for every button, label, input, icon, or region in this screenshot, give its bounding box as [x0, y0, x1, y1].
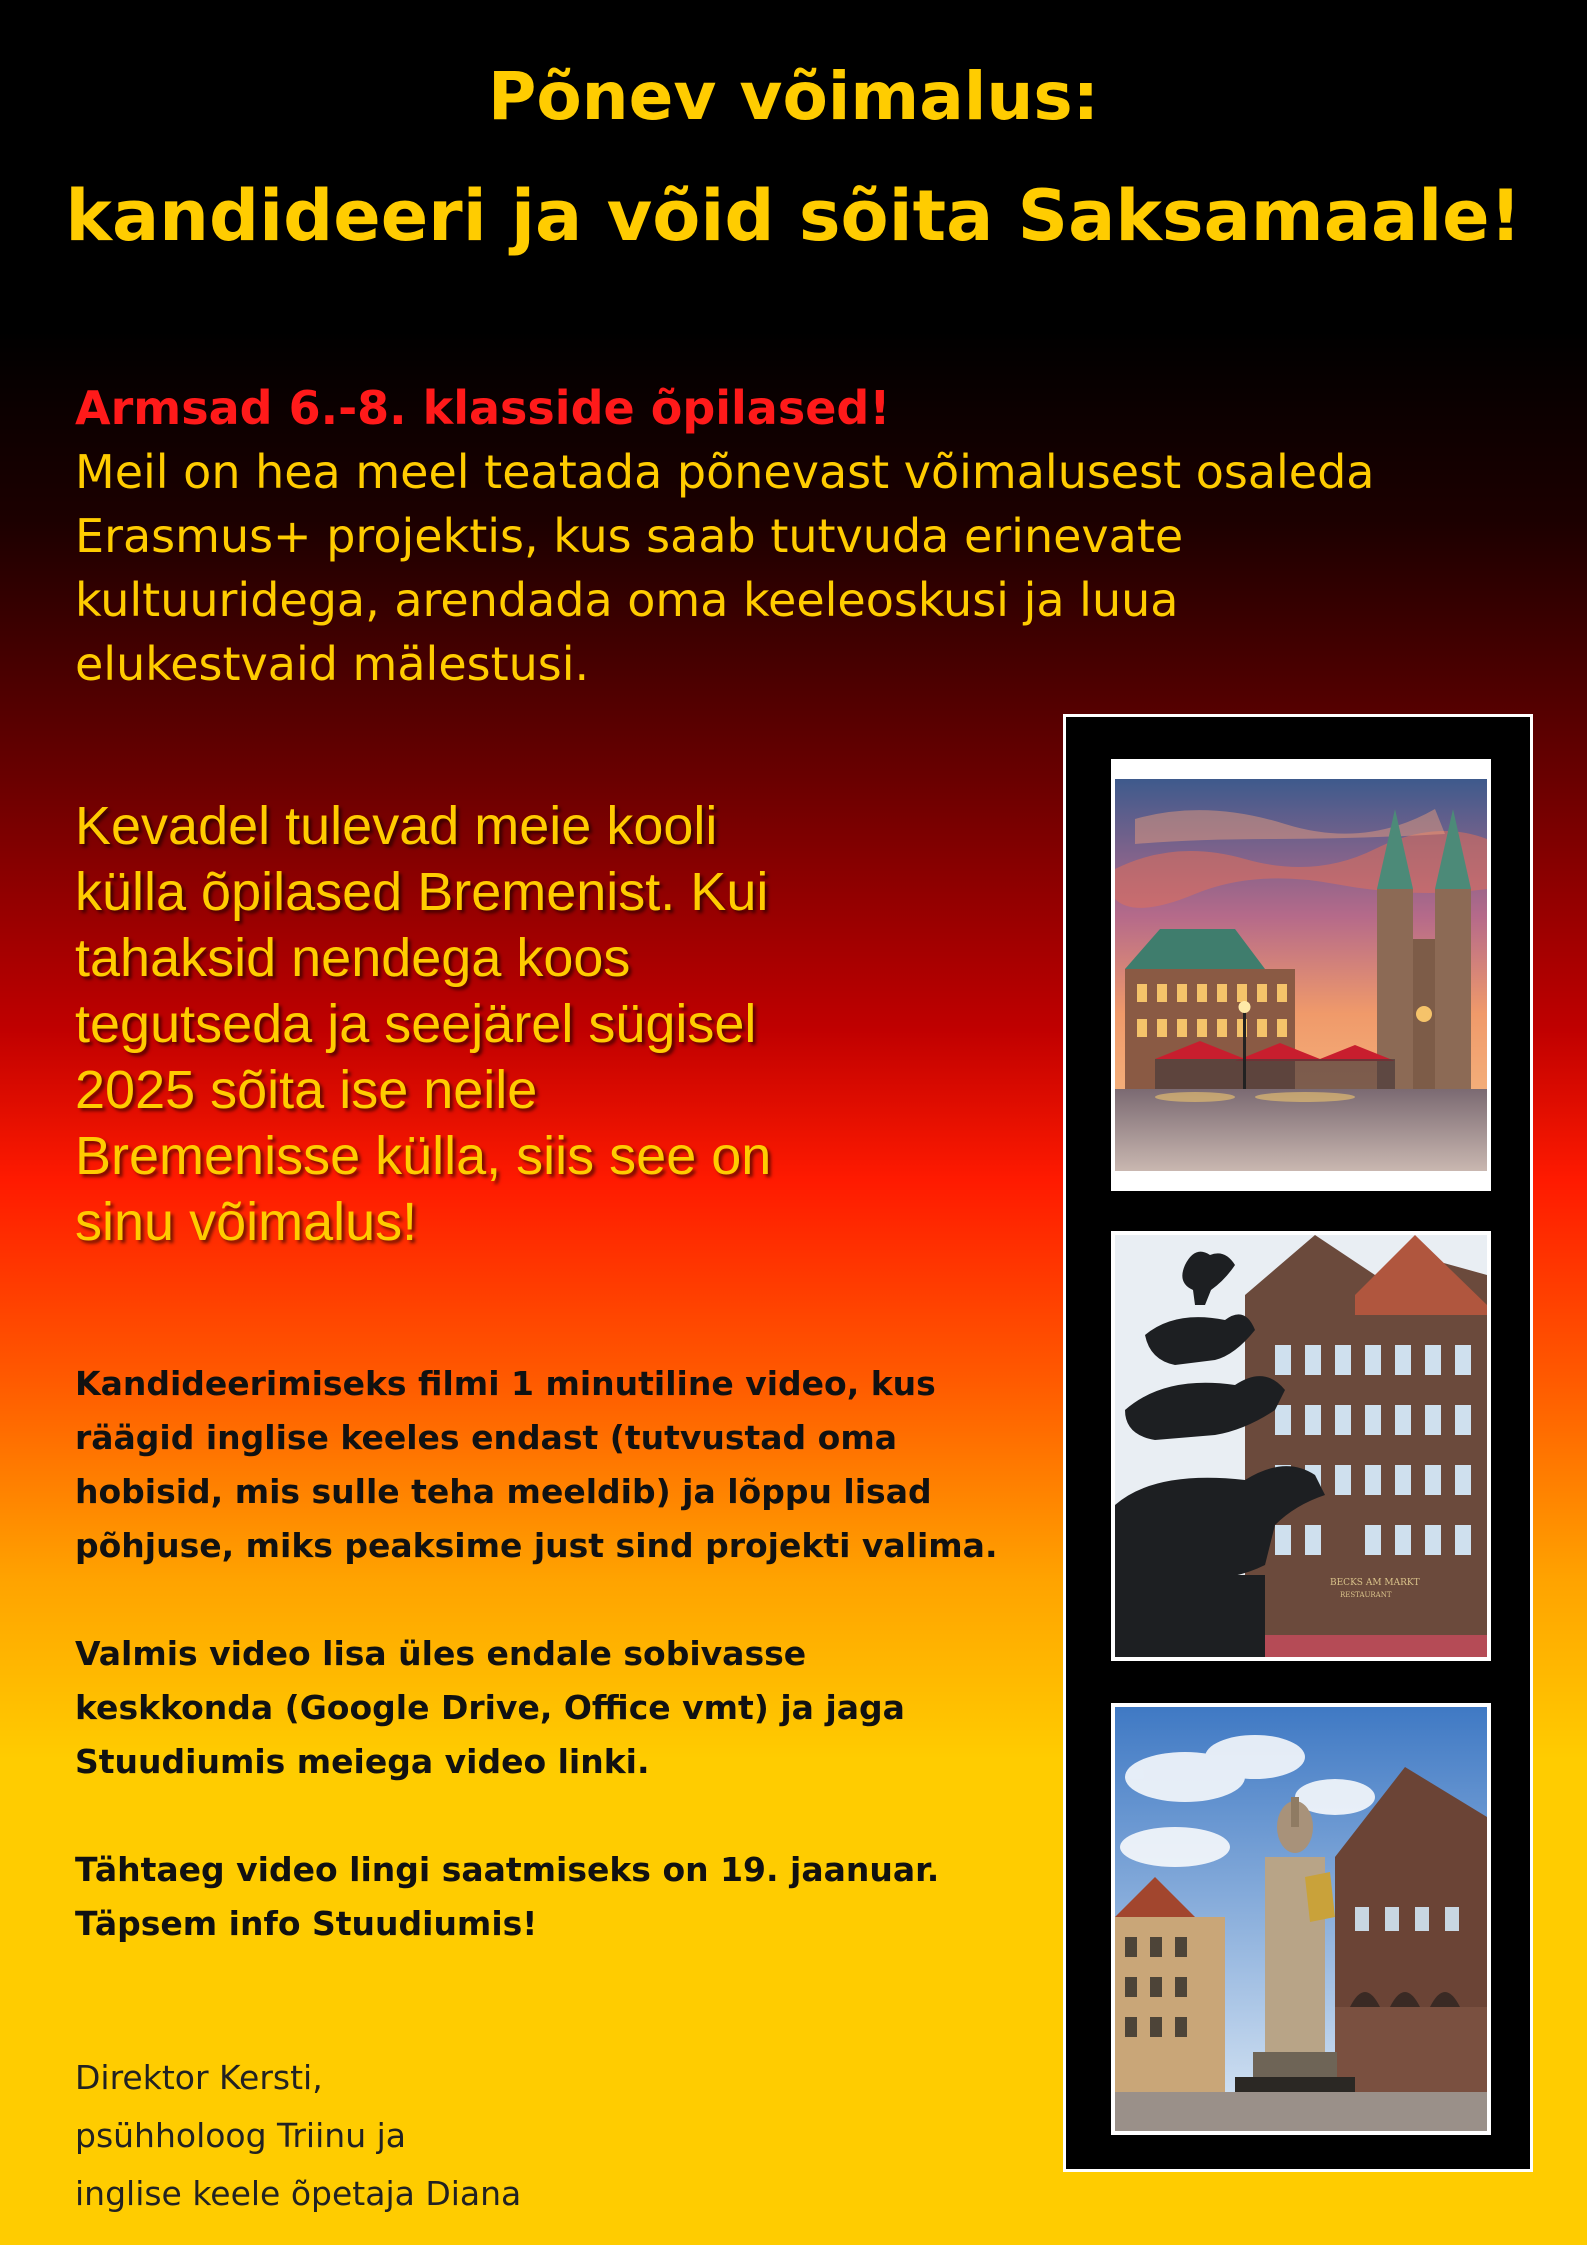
spring-line: külla õpilased Bremenist. Kui [75, 862, 769, 922]
market-square-image [1115, 779, 1487, 1171]
greeting: Armsad 6.-8. klasside õpilased! [75, 381, 891, 435]
town-musicians-statue-photo [1111, 1231, 1491, 1661]
spring-line: tahaksid nendega koos [75, 928, 631, 988]
restaurant-sign-sub: RESTAURANT [1340, 1591, 1392, 1599]
spring-line: sinu võimalus! [75, 1192, 418, 1252]
page-title-line-2: kandideeri ja võid sõita Saksamaale! [65, 175, 1522, 257]
intro-line: Meil on hea meel teatada põnevast võimalusest osaleda [75, 445, 1375, 499]
spring-line: tegutseda ja seejärel sügisel [75, 994, 757, 1054]
signature-line: inglise keele õpetaja Diana [75, 2174, 522, 2213]
instruction-line: keskkonda (Google Drive, Office vmt) ja jaga [75, 1688, 905, 1727]
intro-line: Erasmus+ projektis, kus saab tutvuda erinevate [75, 509, 1184, 563]
signature-line: psühholoog Triinu ja [75, 2116, 406, 2155]
instruction-line: põhjuse, miks peaksime just sind projekti valima. [75, 1526, 998, 1565]
instruction-line: hobisid, mis sulle teha meeldib) ja lõppu lisad [75, 1472, 932, 1511]
instruction-line: Valmis video lisa üles endale sobivasse [75, 1634, 807, 1673]
photo-strip [1063, 714, 1533, 2172]
bremen-market-square-photo [1111, 759, 1491, 1191]
spring-line: 2025 sõita ise neile [75, 1060, 538, 1120]
roland-image [1115, 1707, 1487, 2131]
intro-line: elukestvaid mälestusi. [75, 637, 590, 691]
intro-line: kultuuridega, arendada oma keeleoskusi ja luua [75, 573, 1179, 627]
deadline-line: Tähtaeg video lingi saatmiseks on 19. jaanuar. [75, 1850, 940, 1889]
spring-line: Bremenisse külla, siis see on [75, 1126, 772, 1186]
page-title-line-1: Põnev võimalus: [487, 58, 1100, 135]
statue-image [1115, 1235, 1487, 1657]
restaurant-sign: BECKS AM MARKT [1330, 1578, 1420, 1588]
signature-line: Direktor Kersti, [75, 2058, 323, 2097]
deadline-line: Täpsem info Stuudiumis! [75, 1904, 538, 1943]
instruction-line: Kandideerimiseks filmi 1 minutiline video, kus [75, 1364, 936, 1403]
spring-line: Kevadel tulevad meie kooli [75, 796, 718, 856]
roland-statue-photo [1111, 1703, 1491, 2135]
instruction-line: räägid inglise keeles endast (tutvustad oma [75, 1418, 897, 1457]
instruction-line: Stuudiumis meiega video linki. [75, 1742, 650, 1781]
